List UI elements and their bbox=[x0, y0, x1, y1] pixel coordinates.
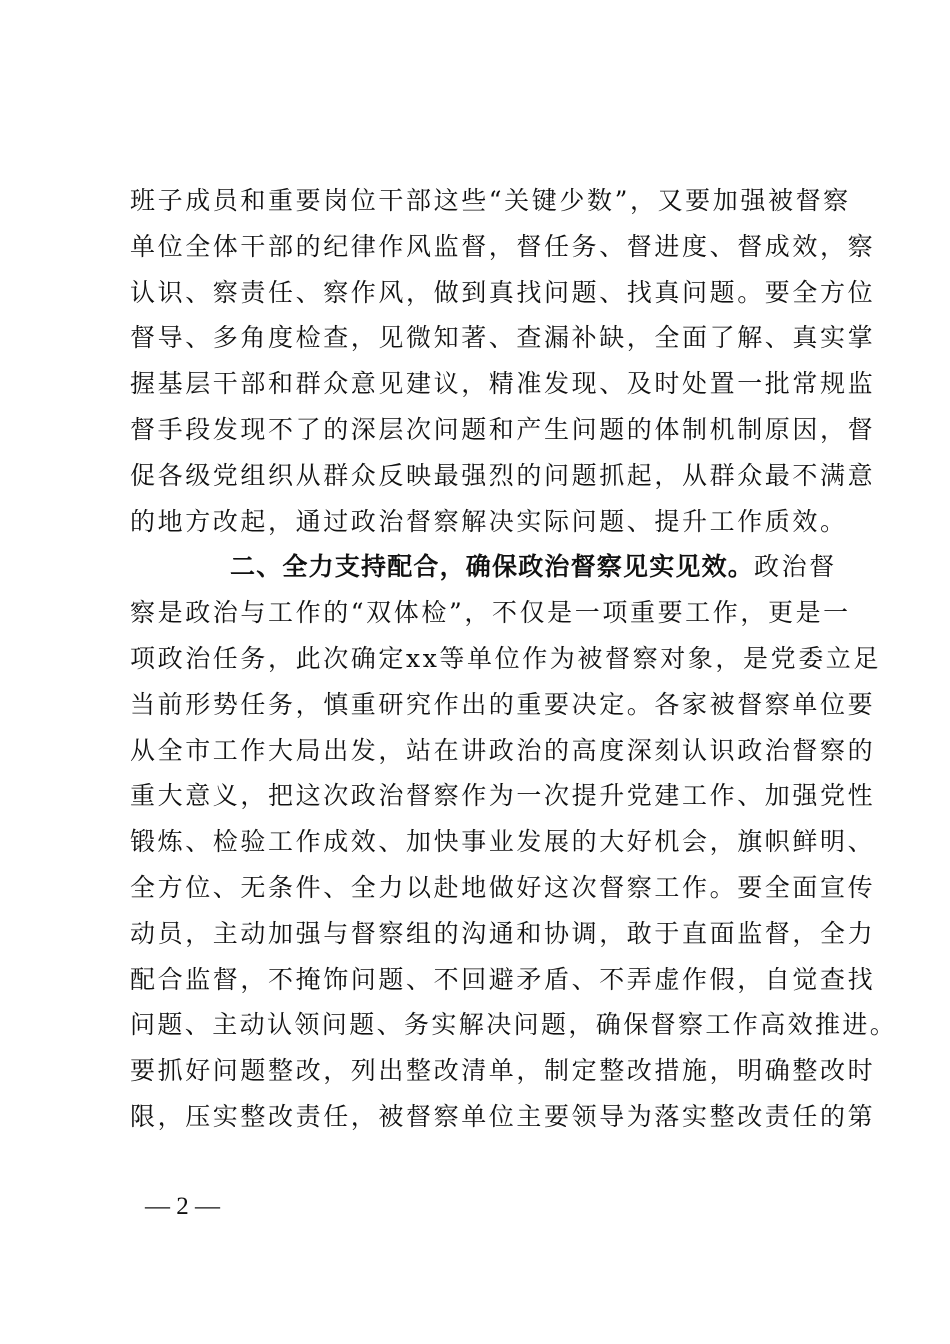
text-line: 督手段发现不了的深层次问题和产生问题的体制机制原因，督 bbox=[130, 414, 876, 444]
text-line: 项政治任务，此次确定xx等单位作为被督察对象，是党委立足 bbox=[130, 643, 882, 673]
paragraph-1 bbox=[130, 178, 876, 544]
text-line: 单位全体干部的纪律作风监督，督任务、督进度、督成效，察 bbox=[130, 231, 876, 261]
text-line: 动员，主动加强与督察组的沟通和协调，敢于直面监督，全力 bbox=[130, 918, 876, 948]
text-line: 班子成员和重要岗位干部这些“关键少数”，又要加强被督察 bbox=[130, 186, 851, 215]
text-line: 认识、察责任、察作风，做到真找问题、找真问题。要全方位 bbox=[130, 277, 876, 307]
text-line: 从全市工作大局出发，站在讲政治的高度深刻认识政治督察的 bbox=[130, 735, 876, 765]
text-line: 配合监督，不掩饰问题、不回避矛盾、不弄虚作假，自觉查找 bbox=[130, 964, 876, 994]
text-line: 促各级党组织从群众反映最强烈的问题抓起，从群众最不满意 bbox=[130, 460, 876, 490]
text-line: 问题、主动认领问题、务实解决问题，确保督察工作高效推进。 bbox=[130, 1010, 898, 1040]
paragraph-2-first-line bbox=[130, 544, 837, 590]
text-line: 的地方改起，通过政治督察解决实际问题、提升工作质效。 bbox=[130, 506, 848, 536]
text-line: 督导、多角度检查，见微知著、查漏补缺，全面了解、真实掌 bbox=[130, 323, 876, 353]
text-line: 当前形势任务，慎重研究作出的重要决定。各家被督察单位要 bbox=[130, 689, 876, 719]
text-line: 锻炼、检验工作成效、加快事业发展的大好机会，旗帜鲜明、 bbox=[130, 827, 876, 857]
text-line: 重大意义，把这次政治督察作为一次提升党建工作、加强党性 bbox=[130, 781, 876, 811]
page-number: — 2 — bbox=[145, 1193, 220, 1220]
text-line: 限，压实整改责任，被督察单位主要领导为落实整改责任的第 bbox=[130, 1101, 876, 1131]
text-line: 全方位、无条件、全力以赴地做好这次督察工作。要全面宣传 bbox=[130, 872, 876, 902]
text-line: 要抓好问题整改，列出整改清单，制定整改措施，明确整改时 bbox=[130, 1056, 876, 1086]
text-line: 察是政治与工作的“双体检”，不仅是一项重要工作，更是一 bbox=[130, 598, 851, 628]
section-heading: 二、全力支持配合，确保政治督察见实见效。 bbox=[230, 552, 755, 582]
paragraph-2 bbox=[130, 544, 898, 1139]
body-text bbox=[130, 178, 898, 1140]
text-line: 握基层干部和群众意见建议，精准发现、及时处置一批常规监 bbox=[130, 369, 876, 399]
heading-trailing-text: 政治督 bbox=[754, 552, 837, 582]
